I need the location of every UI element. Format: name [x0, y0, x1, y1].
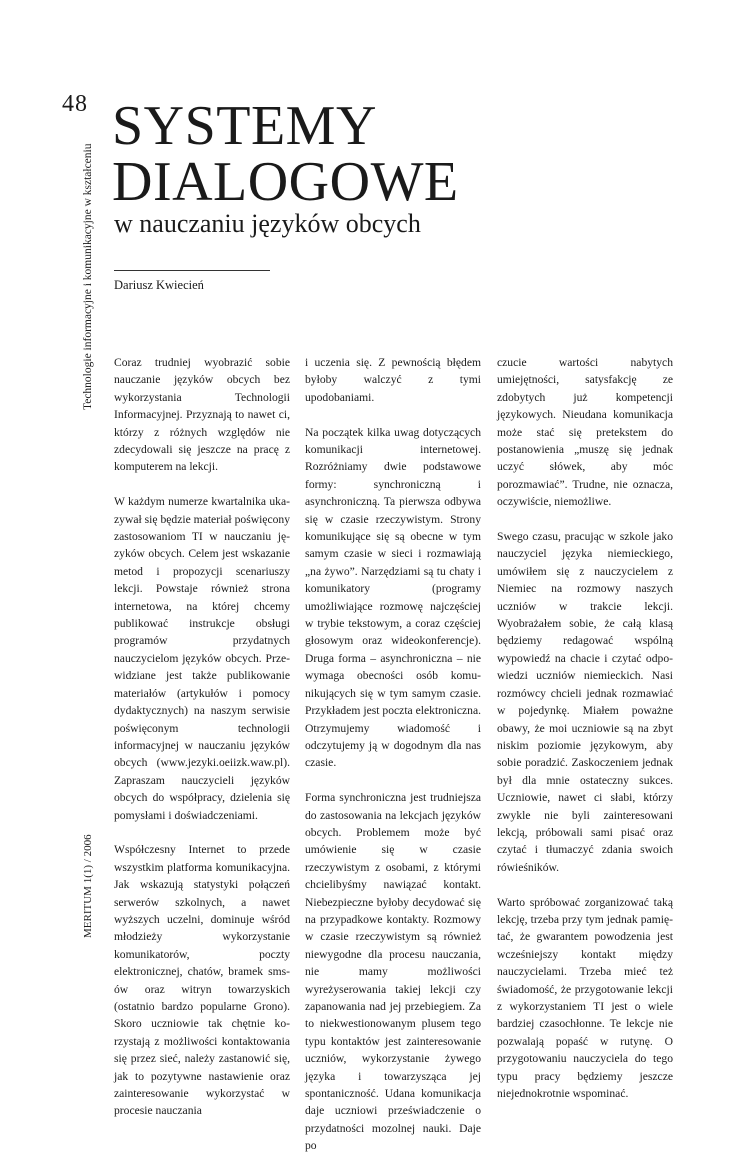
paragraph: W każdym numerze kwartalnika ukazywał się będzie materiał poświęcony zastosowaniom TI w nauczaniu języków obcych. Celem jest wskazanie metod i propozycji scenariuszy lekcji. Powstaje również strona internetowa, na której chcemy publikować instrukcje obsługi programów przydatnych nauczycielom języków obcych. Przewidziane jest także publikowanie materiałów (artykułów i pomocy dydaktycznych) na naszym serwisie poświęconym technologii informacyjnej w nauczaniu języków obcych (www.jezyki.oeiizk.waw.pl). Zapraszam nauczycieli języków obcych do współpracy, dzielenia się pomysłami i doświadczeniami.	[114, 495, 290, 822]
text-column-2	[305, 354, 481, 1155]
paragraph: Swego czasu, pracując w szkole jako nauczyciel języka niemieckiego, umówiłem się z nauczycielem z Niemiec na rozmowy naszych uczniów w trakcie lekcji. Wyobrażałem sobie, że całą klasą będziemy redagować wspólną wypowiedź na chacie i czytać odpowiedzi uczniów niemieckich. Nasi rozmówcy chcieli jednak rozmawiać w pojedynkę. Miałem poważne obawy, że moi uczniowie są na zbyt niskim poziomie językowym, aby sobie poradzić. Zaskoczeniem jednak był dla mnie ostateczny sukces. Uczniowie, nawet ci słabi, którzy zwykle nie byli zainteresowani lekcją, próbowali sami pisać oraz czytać i tłumaczyć zdania swoich rówieśników.	[497, 530, 673, 874]
journal-footer: MERITUM 1(1) / 2006	[82, 834, 94, 938]
paragraph: czucie wartości nabytych umiejętności, satysfakcję ze zdobytych już kompetencji językowych. Nieudana komunikacja może stać się pretekstem do postanowienia „muszę się jednak uczyć słówek, aby móc porozmawiać”. Trudne, nie oznacza, oczywiście, niemożliwe.	[497, 356, 673, 509]
text-column-1	[114, 354, 290, 1120]
author-name: Dariusz Kwiecień	[114, 278, 204, 292]
title-line: SYSTEMY	[112, 95, 377, 157]
author-divider	[114, 270, 270, 271]
paragraph: Współczesny Internet to przede wszystkim platforma komunikacyjna. Jak wskazują statystyki połączeń serwerów szkolnych, a nawet wyższych uczelni, dominuje wśród młodzieży wykorzystanie komunikatorów, poczty elektronicznej, chatów, bramek sms-ów oraz witryn towarzyskich (ostatnio bardzo popularne Grono). Skoro uczniowie tak chętnie korzystają z możliwości kontaktowania się przez sieć, należy zastanowić się, jak to pozytywne nastawienie oraz zainteresоwanie wykorzystać w procesie nauczania	[114, 843, 290, 1118]
text-column-3	[497, 354, 673, 1102]
article-title	[112, 95, 459, 213]
article-subtitle: w nauczaniu języków obcych	[114, 209, 421, 238]
page-number: 48	[62, 91, 88, 117]
paragraph: Warto spróbować zorganizować taką lekcję, trzeba przy tym jednak pamiętać, że gwarantem powodzenia jest wcześniejszy kontakt między nauczycielami. Trzeba mieć też świadomość, że przygotowanie lekcji z wykorzystaniem TI jest o wiele bardziej czasochłonne. Te lekcje nie pozwalają popaść w rutynę. O przygotowaniu nauczyciela do tego typu pracy będziemy jeszcze niejednokrotnie wspominać.	[497, 895, 673, 1101]
paragraph: Na początek kilka uwag dotyczących komunikacji internetowej. Rozróżniamy dwie podstawowe formy: synchroniczną i asynchroniczną. Ta pierwsza odbywa się w czasie rzeczywistym. Strony komunikujące się są obecne w tym samym czasie w sieci i rozmawiają „na żywo”. Narzędziami są tu chaty i komunikatory (programy umożliwiające rozmowę najczęściej w trybie tekstowym, a coraz częściej głosowym oraz wideokonferencje). Druga forma – asynchroniczna – nie wymaga obecności osób komunikujących się w tym samym czasie. Przykładem jest poczta elektroniczna. Otrzymujemy wiadomość i odczytujemy ją w dogodnym dla nas czasie.	[305, 425, 481, 770]
running-head: Technologie informacyjne i komunikacyjne w kształceniu	[82, 143, 94, 410]
paragraph: i uczenia się. Z pewnością błędem byłoby walczyć z tymi upodobaniami.	[305, 356, 481, 404]
paragraph: Coraz trudniej wyobrazić sobie nauczanie języków obcych bez wykorzystania Technologii Informacyjnej. Przyznają to nawet ci, którzy z różnych względów nie zdecydowali się jeszcze na pracę z komputerem na lekcji.	[114, 356, 290, 474]
paragraph: Forma synchroniczna jest trudniejsza do zastosowania na lekcjach języków obcych. Problemem może być umówienie się w czasie rzeczywistym z osobami, z którymi chcielibyśmy nawiązać kontakt. Niebezpieczne byłoby decydować się na przypadkowe kontakty. Rozmowy w czasie rzeczywistym są również niewygodne dla procesu nauczania, nie mamy możliwości wyreżyserowania takiej lekcji czy zapanowania nad jej przebiegiem. Za to niekwestionowanym plusem tego typu kontaktów jest zainteresowanie uczniów, wykorzystanie żywego języka i towarzysząca jej spontaniczność. Udana komunikacja daje uczniowi przeświadczenie o przydatności mozolnej nauki. Daje po	[305, 791, 481, 1153]
title-line: DIALOGOWE	[112, 151, 459, 213]
